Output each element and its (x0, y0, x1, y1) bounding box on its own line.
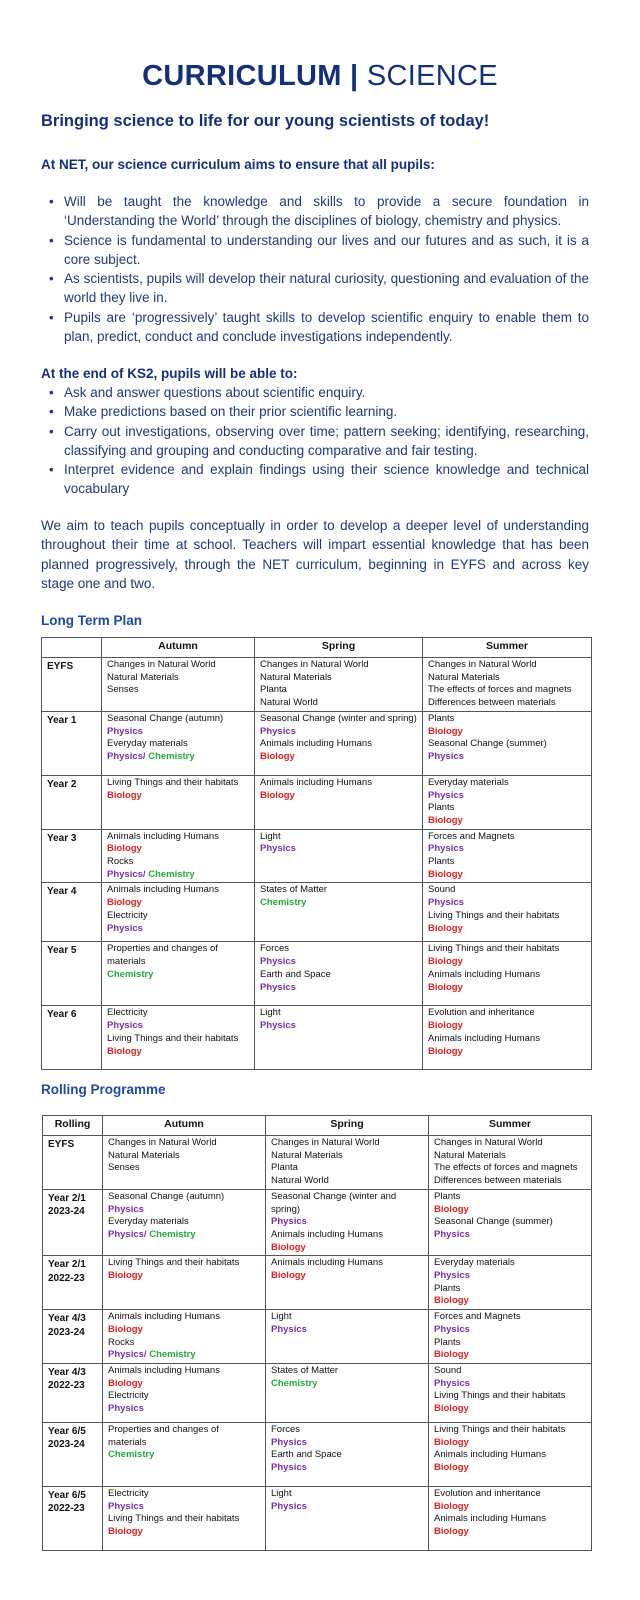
term-header-summer: Summer (423, 638, 592, 658)
topic-line: Physics (428, 897, 464, 909)
topic-line: Forces and Magnets (434, 1311, 521, 1323)
topic-line: Physics (260, 981, 296, 993)
table-cell (102, 775, 255, 829)
table-row (42, 1006, 592, 1070)
topic-line: Light (271, 1311, 292, 1323)
topic-line: Biology (428, 981, 463, 993)
topic-line: Physics (271, 1216, 307, 1228)
table-cell (102, 942, 255, 1006)
table-row (42, 942, 592, 1006)
topic-line: Animals including Humans (108, 1364, 220, 1376)
topic-line: Animals including Humans (434, 1449, 546, 1461)
table-cell (266, 1422, 429, 1486)
topic-line: Natural Materials (107, 671, 179, 683)
aims-list (41, 192, 589, 346)
topic-line: Everyday materials (434, 1257, 515, 1269)
list-item: • Make predictions based on their prior scientific learning. (41, 402, 589, 421)
topic-line: Seasonal Change (summer) (428, 738, 547, 750)
topic-line: Differences between materials (434, 1175, 562, 1187)
topic-line: Animals including Humans (107, 830, 219, 842)
topic-line: Physics (107, 922, 143, 934)
table-row (43, 1363, 592, 1422)
topic-line: Biology (428, 814, 463, 826)
topic-line: materials (108, 1436, 147, 1448)
topic-line: Physics (108, 1203, 144, 1215)
table-cell (103, 1256, 266, 1310)
topic-line: Physics (434, 1270, 470, 1282)
table-cell (429, 1136, 592, 1190)
topic-line: Electricity (107, 1007, 148, 1019)
topic-line: Living Things and their habitats (434, 1390, 566, 1402)
topic-line: Changes in Natural World (271, 1137, 380, 1148)
topic-line: Biology (434, 1500, 469, 1512)
row-label: Year 4/3 2022-23 (43, 1363, 103, 1422)
topic-line: Seasonal Change (autumn) (108, 1190, 225, 1202)
topic-line: Forces (271, 1423, 301, 1435)
row-header-cell (42, 638, 102, 658)
list-item: • Will be taught the knowledge and skills to provide a secure foundation in ‘Understanding the World’ through the disciplines of biology, chemistry and physics. (41, 192, 589, 231)
topic-line: Physics (428, 843, 464, 855)
topic-line: Everyday materials (107, 738, 188, 750)
table-cell (255, 829, 423, 883)
topic-line: Living Things and their habitats (434, 1423, 566, 1435)
topic-line: Physics (434, 1377, 470, 1389)
topic-line: Biology (434, 1349, 469, 1361)
topic-line: Biology (107, 789, 142, 801)
table-cell (103, 1310, 266, 1364)
topic-line: Everyday materials (428, 776, 509, 788)
table-cell (266, 1189, 429, 1256)
topic-line: Plants (434, 1190, 461, 1202)
term-header-autumn: Autumn (102, 638, 255, 658)
topic-line: Animals including Humans (108, 1311, 220, 1323)
long-term-plan-title: Long Term Plan (41, 613, 143, 628)
topic-line: Physics (428, 789, 464, 801)
topic-line: Changes in Natural World (107, 659, 216, 670)
topic-line: Physics (108, 1500, 144, 1512)
row-label: Year 5 (42, 942, 102, 1006)
topic-line: Chemistry (108, 1449, 155, 1461)
topic-line: Physics (271, 1436, 307, 1448)
row-label: Year 2/1 2022-23 (43, 1256, 103, 1310)
intro-paragraph: We aim to teach pupils conceptually in order to develop a deeper level of understanding throughout their time at school. Teachers will impart essential knowledge that has been planned progressively, through the NET curriculum, beginning in EYFS and across key stage one and two. (41, 518, 589, 591)
topic-line: Seasonal Change (winter and spring) (260, 712, 417, 724)
topic-line: Rocks (108, 1336, 135, 1348)
topic-line: Earth and Space (260, 968, 331, 980)
topic-line: Physics/ Chemistry (108, 1228, 196, 1240)
table-cell (103, 1486, 266, 1550)
topic-line: Natural Materials (271, 1149, 343, 1161)
table-cell (423, 775, 592, 829)
topic-line: Seasonal Change (summer) (434, 1216, 553, 1228)
table-cell (102, 711, 255, 775)
ks2-heading: At the end of KS2, pupils will be able to: (41, 366, 298, 381)
list-item: • As scientists, pupils will develop their natural curiosity, questioning and evaluation of the world they live in. (41, 269, 589, 308)
topic-line: Seasonal Change (autumn) (107, 712, 224, 724)
topic-line: Biology (108, 1526, 143, 1538)
topic-line: Living Things and their habitats (108, 1513, 240, 1525)
topic-line: Natural Materials (108, 1149, 180, 1161)
topic-line: Physics (260, 843, 296, 855)
term-header-autumn: Autumn (103, 1116, 266, 1136)
topic-line: Evolution and inheritance (434, 1487, 541, 1499)
topic-line: Senses (108, 1162, 140, 1174)
topic-line: Living Things and their habitats (107, 776, 239, 788)
topic-line: Animals including Humans (107, 884, 219, 896)
table-row (43, 1136, 592, 1190)
table-cell (102, 658, 255, 712)
topic-line: Animals including Humans (271, 1228, 383, 1240)
table-cell (103, 1422, 266, 1486)
topic-line: Plants (428, 712, 455, 724)
topic-line: Senses (107, 684, 139, 696)
topic-line: Electricity (107, 909, 148, 921)
table-cell (255, 942, 423, 1006)
list-item: • Carry out investigations, observing over time; pattern seeking; identifying, researching, classifying and grouping and conducting comparative and fair testing. (41, 422, 589, 461)
topic-line: Physics (428, 750, 464, 762)
topic-line: Animals including Humans (428, 968, 540, 980)
table-cell (103, 1189, 266, 1256)
table-row (43, 1422, 592, 1486)
topic-line: Physics (434, 1228, 470, 1240)
table-cell (423, 883, 592, 942)
topic-line: Biology (260, 789, 295, 801)
topic-line: Chemistry (271, 1377, 318, 1389)
topic-line: Living Things and their habitats (428, 943, 560, 955)
list-item: • Ask and answer questions about scientific enquiry. (41, 383, 589, 402)
table-cell (255, 658, 423, 712)
topic-line: Planta (260, 684, 287, 696)
topic-line: Chemistry (107, 968, 154, 980)
rolling-programme-title: Rolling Programme (41, 1082, 166, 1097)
term-header-spring: Spring (266, 1116, 429, 1136)
topic-line: Physics (107, 1020, 143, 1032)
topic-line: Physics (260, 1020, 296, 1032)
topic-line: Physics/ Chemistry (108, 1349, 196, 1361)
table-row (42, 658, 592, 712)
table-cell (423, 1006, 592, 1070)
topic-line: Natural Materials (260, 671, 332, 683)
topic-line: Living Things and their habitats (107, 1032, 239, 1044)
table-cell (255, 883, 423, 942)
topic-line: Biology (434, 1462, 469, 1474)
topic-line: Natural World (271, 1175, 329, 1187)
topic-line: Electricity (108, 1390, 149, 1402)
topic-line: Biology (107, 1045, 142, 1057)
topic-line: Rocks (107, 856, 134, 868)
topic-line: Biology (428, 956, 463, 968)
topic-line: Biology (434, 1203, 469, 1215)
row-header-cell: Rolling (43, 1116, 103, 1136)
table-cell (255, 711, 423, 775)
topic-line: Natural World (260, 697, 318, 709)
topic-line: Light (260, 1007, 281, 1019)
table-cell (266, 1486, 429, 1550)
table-cell (102, 1006, 255, 1070)
topic-line: Sound (434, 1364, 462, 1376)
topic-line: Sound (428, 884, 456, 896)
topic-line: Biology (107, 897, 142, 909)
topic-line: materials (107, 956, 146, 968)
topic-line: Changes in Natural World (428, 659, 537, 670)
topic-line: The effects of forces and magnets (434, 1162, 578, 1174)
table-cell (255, 775, 423, 829)
table-cell (103, 1136, 266, 1190)
table-row (42, 711, 592, 775)
topic-line: Animals including Humans (428, 1032, 540, 1044)
topic-line: Biology (108, 1323, 143, 1335)
topic-line: Properties and changes of (107, 943, 218, 955)
table-cell (429, 1189, 592, 1256)
topic-line: Light (271, 1487, 292, 1499)
row-label: Year 6/5 2022-23 (43, 1486, 103, 1550)
topic-line: Evolution and inheritance (428, 1007, 535, 1019)
list-item: • Science is fundamental to understanding our lives and our futures and as such, it is a core subject. (41, 231, 589, 270)
topic-line: Changes in Natural World (260, 659, 369, 670)
table-cell (429, 1310, 592, 1364)
table-cell (423, 829, 592, 883)
row-label: Year 3 (42, 829, 102, 883)
topic-line: Physics (271, 1500, 307, 1512)
topic-line: Physics/ Chemistry (107, 868, 195, 880)
table-cell (266, 1256, 429, 1310)
topic-line: Changes in Natural World (434, 1137, 543, 1148)
topic-line: Biology (428, 1045, 463, 1057)
topic-line: Seasonal Change (winter and (271, 1190, 397, 1202)
topic-line: Properties and changes of (108, 1423, 219, 1435)
topic-line: Earth and Space (271, 1449, 342, 1461)
topic-line: Biology (428, 725, 463, 737)
topic-line: Physics (260, 725, 296, 737)
list-item: • Pupils are ‘progressively’ taught skills to develop scientific enquiry to enable them to plan, predict, conduct and conclude investigations independently. (41, 308, 589, 347)
topic-line: spring) (271, 1203, 301, 1215)
topic-line: Light (260, 830, 281, 842)
page-title (0, 60, 640, 93)
row-label: Year 2/1 2023-24 (43, 1189, 103, 1256)
table-row (43, 1189, 592, 1256)
table-cell (429, 1363, 592, 1422)
table-cell (429, 1422, 592, 1486)
table-cell (103, 1363, 266, 1422)
topic-line: Physics (434, 1323, 470, 1335)
topic-line: States of Matter (260, 884, 328, 896)
table-cell (429, 1256, 592, 1310)
table-cell (423, 658, 592, 712)
page-subtitle: Bringing science to life for our young scientists of today! (41, 112, 490, 130)
topic-line: Biology (108, 1270, 143, 1282)
topic-line: Living Things and their habitats (428, 909, 560, 921)
topic-line: Biology (434, 1436, 469, 1448)
term-header-summer: Summer (429, 1116, 592, 1136)
table-cell (429, 1486, 592, 1550)
list-item: • Interpret evidence and explain findings using their science knowledge and technical vocabulary (41, 460, 589, 499)
topic-line: Physics (108, 1403, 144, 1415)
row-label: Year 6/5 2023-24 (43, 1422, 103, 1486)
table-cell (266, 1310, 429, 1364)
ks2-list (41, 383, 589, 499)
table-row (42, 775, 592, 829)
topic-line: The effects of forces and magnets (428, 684, 572, 696)
topic-line: Changes in Natural World (108, 1137, 217, 1148)
row-label: Year 1 (42, 711, 102, 775)
topic-line: Natural Materials (428, 671, 500, 683)
row-label: Year 6 (42, 1006, 102, 1070)
topic-line: Chemistry (260, 897, 307, 909)
topic-line: Plants (434, 1336, 461, 1348)
row-label: Year 4/3 2023-24 (43, 1310, 103, 1364)
table-row (43, 1486, 592, 1550)
row-label: Year 4 (42, 883, 102, 942)
table-cell (266, 1136, 429, 1190)
topic-line: Electricity (108, 1487, 149, 1499)
topic-line: Living Things and their habitats (108, 1257, 240, 1269)
topic-line: Biology (271, 1270, 306, 1282)
topic-line: Plants (428, 856, 455, 868)
rolling-programme-table (42, 1115, 592, 1551)
topic-line: Biology (260, 750, 295, 762)
topic-line: Natural Materials (434, 1149, 506, 1161)
topic-line: States of Matter (271, 1364, 339, 1376)
topic-line: Animals including Humans (434, 1513, 546, 1525)
topic-line: Animals including Humans (271, 1257, 383, 1269)
table-cell (266, 1363, 429, 1422)
topic-line: Biology (434, 1526, 469, 1538)
table-row (43, 1310, 592, 1364)
table-row (42, 883, 592, 942)
long-term-plan-table (41, 637, 592, 1070)
table-row (43, 1256, 592, 1310)
term-header-spring: Spring (255, 638, 423, 658)
topic-line: Plants (434, 1282, 461, 1294)
topic-line: Biology (271, 1241, 306, 1253)
topic-line: Physics (107, 725, 143, 737)
topic-line: Physics (271, 1462, 307, 1474)
topic-line: Differences between materials (428, 697, 556, 709)
topic-line: Biology (428, 1020, 463, 1032)
topic-line: Biology (108, 1377, 143, 1389)
table-cell (255, 1006, 423, 1070)
table-row (42, 829, 592, 883)
topic-line: Forces (260, 943, 290, 955)
topic-line: Physics (271, 1323, 307, 1335)
topic-line: Forces and Magnets (428, 830, 515, 842)
table-cell (423, 942, 592, 1006)
table-cell (423, 711, 592, 775)
topic-line: Everyday materials (108, 1216, 189, 1228)
topic-line: Physics (260, 956, 296, 968)
topic-line: Biology (434, 1295, 469, 1307)
title-prefix: CURRICULUM | (142, 60, 359, 92)
topic-line: Planta (271, 1162, 298, 1174)
aims-heading: At NET, our science curriculum aims to ensure that all pupils: (41, 157, 435, 172)
topic-line: Biology (434, 1403, 469, 1415)
topic-line: Biology (107, 843, 142, 855)
table-cell (102, 829, 255, 883)
title-subject: SCIENCE (366, 60, 498, 92)
topic-line: Animals including Humans (260, 738, 372, 750)
row-label: EYFS (42, 658, 102, 712)
row-label: EYFS (43, 1136, 103, 1190)
table-cell (102, 883, 255, 942)
topic-line: Animals including Humans (260, 776, 372, 788)
topic-line: Physics/ Chemistry (107, 750, 195, 762)
topic-line: Plants (428, 802, 455, 814)
topic-line: Biology (428, 922, 463, 934)
row-label: Year 2 (42, 775, 102, 829)
topic-line: Biology (428, 868, 463, 880)
